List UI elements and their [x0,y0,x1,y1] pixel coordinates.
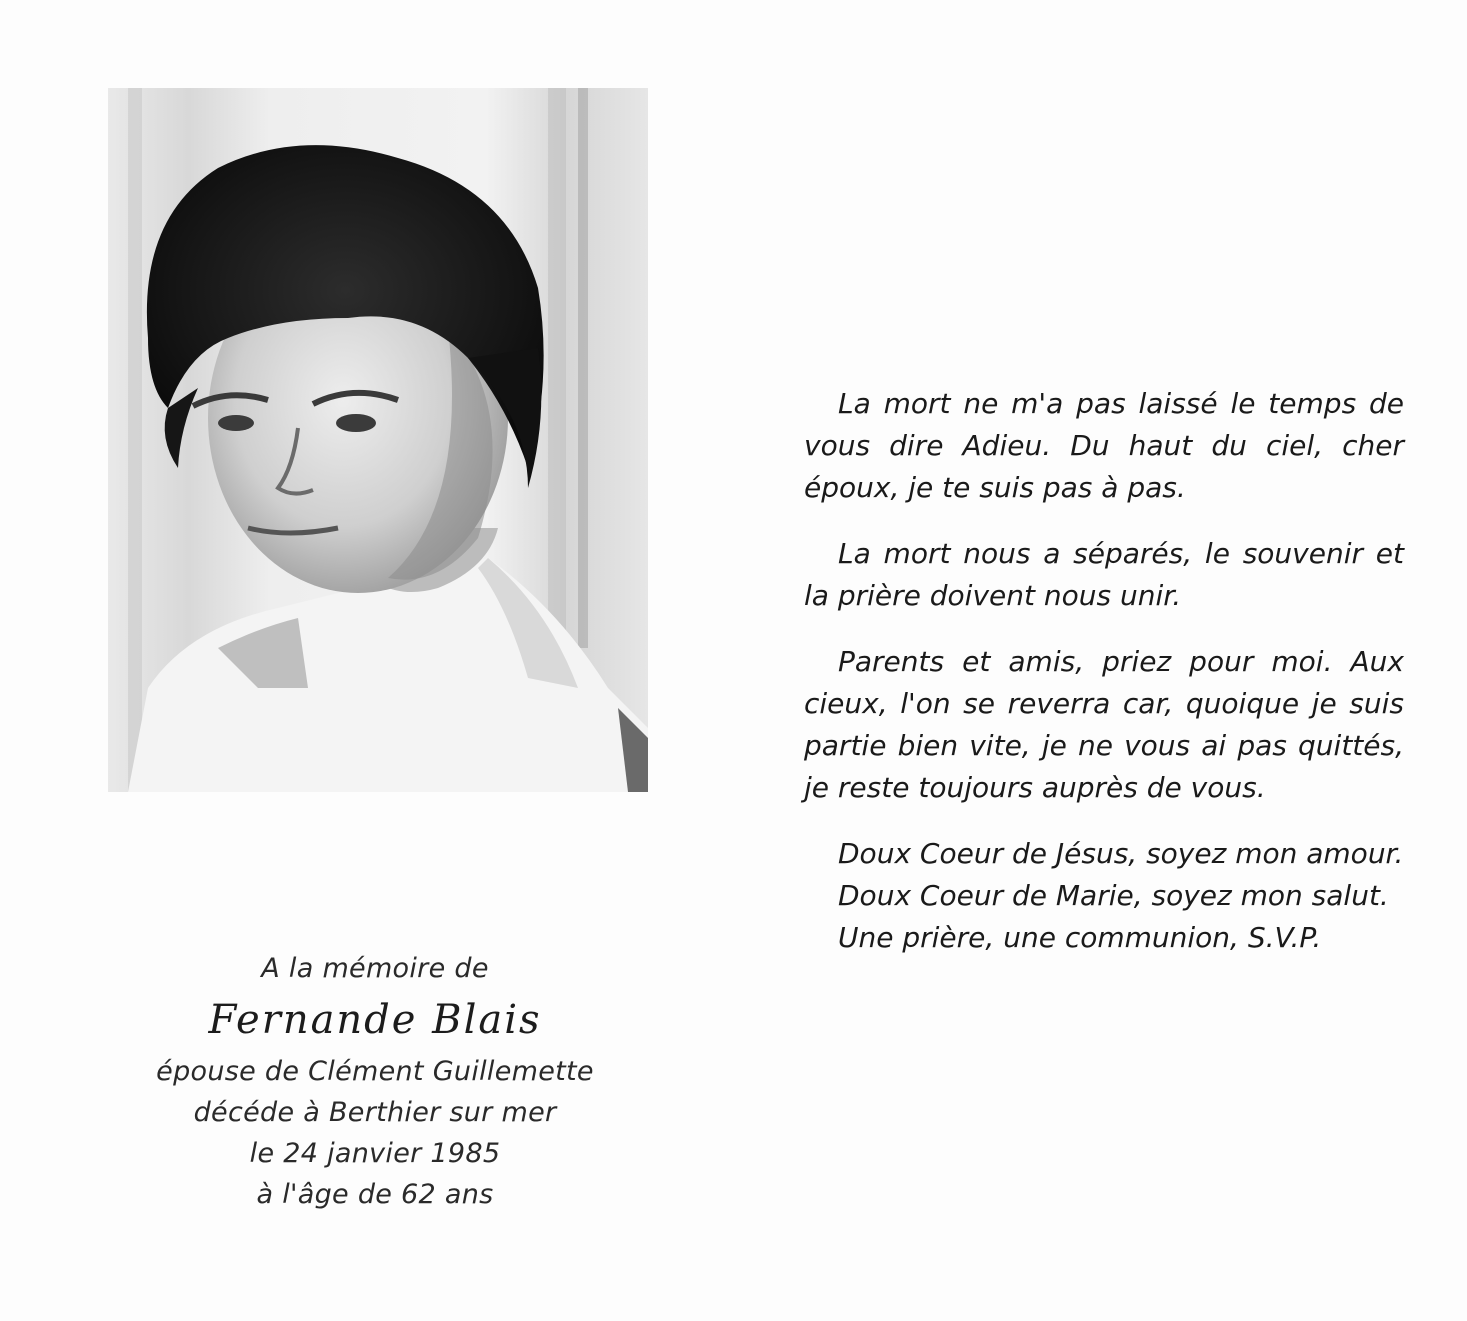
age-at-death: à l'âge de 62 ans [256,1179,494,1210]
prayer-paragraph: Parents et amis, priez pour moi. Aux cieux, l'on se reverra car, quoique je suis partie bien vite, je ne vous ai pas quittés, je reste toujours auprès de vous. [804,645,1404,804]
place-of-death: décéde à Berthier sur mer [193,1097,557,1128]
memorial-block [95,948,655,1215]
memorial-intro: A la mémoire de [261,953,489,984]
prayer-paragraph: La mort ne m'a pas laissé le temps de vous dire Adieu. Du haut du ciel, cher époux, je te suis pas à pas. [804,387,1404,504]
prayer-closing-line: Doux Coeur de Marie, soyez mon salut. [838,879,1389,912]
prayer-text [804,383,1404,959]
spouse-line: épouse de Clément Guillemette [156,1056,594,1087]
prayer-paragraph: Doux Coeur de Jésus, soyez mon amour. [838,837,1404,870]
prayer-paragraph: La mort nous a séparés, le souvenir et la prière doivent nous unir. [804,537,1404,612]
portrait-photo [108,88,648,792]
portrait-photo-icon [108,88,648,792]
date-of-death: le 24 janvier 1985 [249,1138,501,1169]
prayer-closing-line: Une prière, une communion, S.V.P. [838,921,1322,954]
deceased-name: Fernande Blais [208,997,542,1043]
